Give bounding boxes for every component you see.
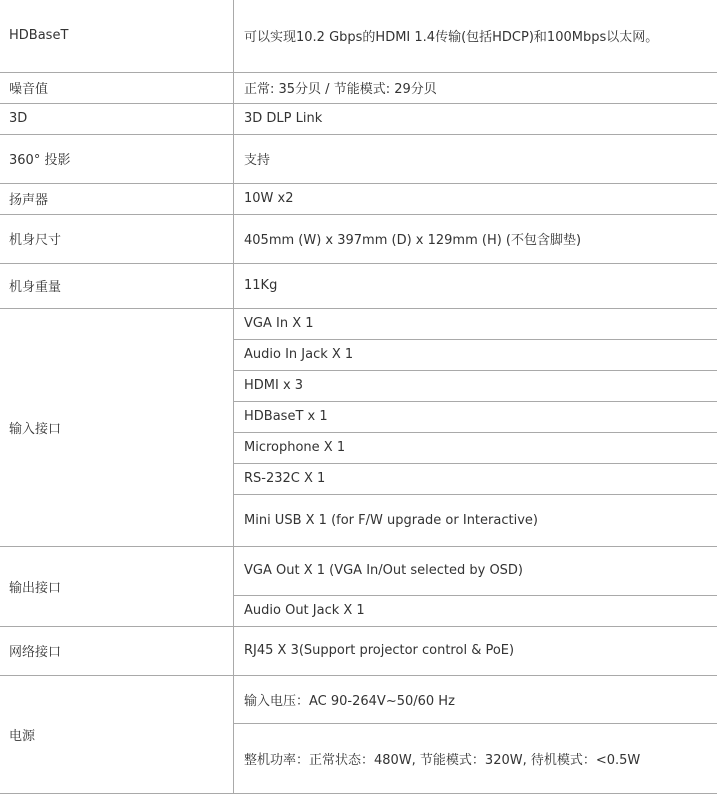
spec-value: 11Kg [234,263,717,308]
spec-value: Mini USB X 1 (for F/W upgrade or Interactive) [234,494,717,546]
spec-row-power [0,675,717,723]
spec-value: 整机功率：正常状态：480W, 节能模式：320W, 待机模式：<0.5W [234,723,717,793]
spec-row-inputs [0,308,717,339]
spec-row-dimensions [0,214,717,263]
spec-value: 支持 [234,134,717,183]
spec-label: 电源 [0,675,234,793]
spec-row-outputs [0,546,717,595]
spec-label: 输入接口 [0,308,234,546]
spec-value: 输入电压：AC 90-264V~50/60 Hz [234,675,717,723]
spec-row-noise [0,72,717,103]
spec-label: 360° 投影 [0,134,234,183]
spec-label: 网络接口 [0,626,234,675]
spec-label: 3D [0,103,234,134]
spec-value: RJ45 X 3(Support projector control & PoE) [234,626,717,675]
spec-row-3d [0,103,717,134]
spec-row-weight [0,263,717,308]
spec-label: 噪音值 [0,72,234,103]
spec-value: RS-232C X 1 [234,463,717,494]
spec-value: VGA In X 1 [234,308,717,339]
spec-value: Audio Out Jack X 1 [234,595,717,626]
spec-label: HDBaseT [0,0,234,72]
spec-value: HDMI x 3 [234,370,717,401]
spec-value: 正常: 35分贝 / 节能模式: 29分贝 [234,72,717,103]
spec-value: HDBaseT x 1 [234,401,717,432]
spec-value: Microphone X 1 [234,432,717,463]
spec-row-projection [0,134,717,183]
spec-label: 扬声器 [0,183,234,214]
spec-value: 10W x2 [234,183,717,214]
spec-label: 机身尺寸 [0,214,234,263]
spec-label: 输出接口 [0,546,234,626]
spec-row-hdbaset [0,0,717,72]
spec-label: 机身重量 [0,263,234,308]
spec-value: 可以实现10.2 Gbps的HDMI 1.4传输(包括HDCP)和100Mbps以太网。 [234,0,717,72]
spec-value: 405mm (W) x 397mm (D) x 129mm (H) (不包含脚垫) [234,214,717,263]
spec-value: VGA Out X 1 (VGA In/Out selected by OSD) [234,546,717,595]
spec-value: 3D DLP Link [234,103,717,134]
spec-row-network [0,626,717,675]
spec-row-speaker [0,183,717,214]
spec-value: Audio In Jack X 1 [234,339,717,370]
